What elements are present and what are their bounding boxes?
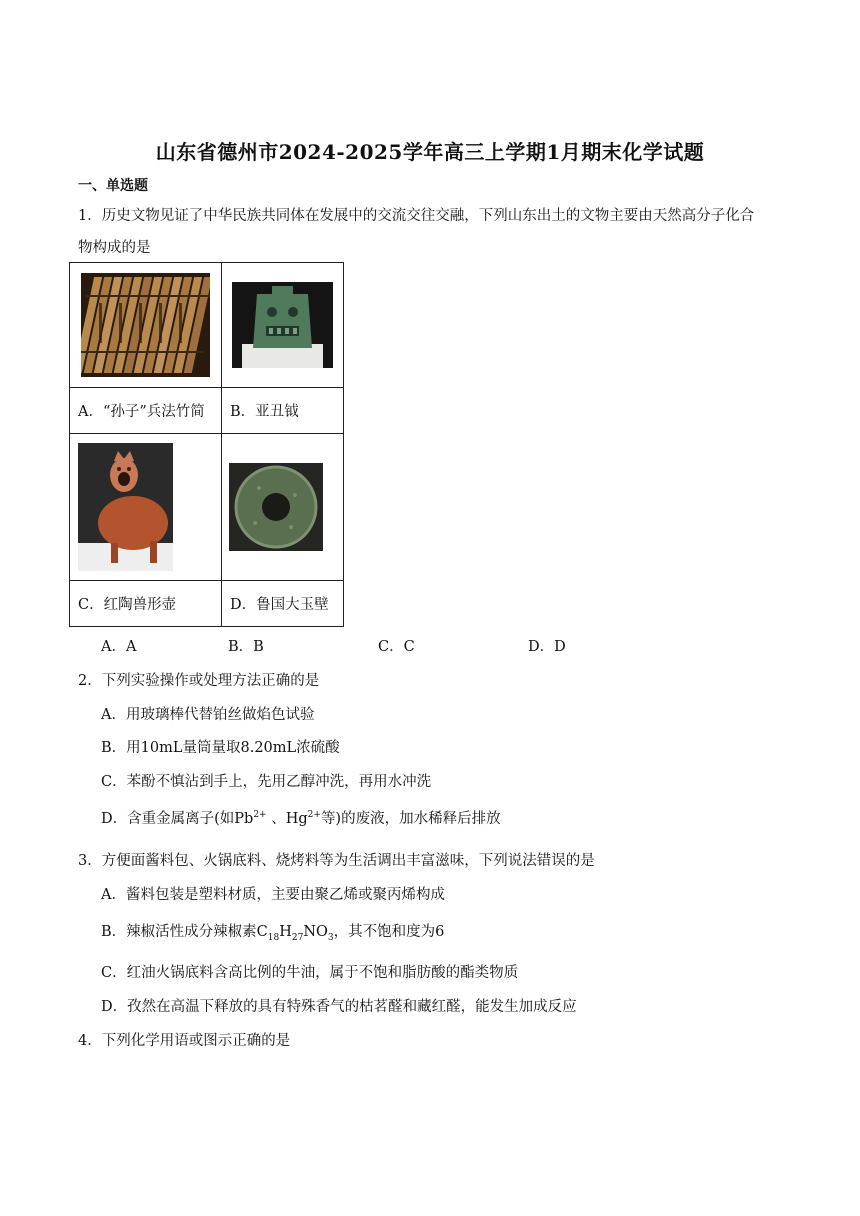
q2-option-d	[101, 807, 501, 828]
relic-label-c: C．红陶兽形壶	[70, 581, 222, 627]
pb-charge: 2+	[253, 810, 267, 821]
q1-choice-b: B．B	[228, 639, 264, 655]
q2-option-a: A．用玻璃棒代替铂丝做焰色试验	[101, 707, 315, 723]
no-symbol: NO	[303, 924, 328, 940]
q2-option-c: C．苯酚不慎沾到手上，先用乙醇冲洗，再用水冲洗	[101, 774, 432, 790]
q2-option-d-text-1: D．含重金属离子(如Pb	[101, 811, 254, 827]
relic-image-cell-a	[70, 263, 222, 388]
q3-option-c: C．红油火锅底料含高比例的牛油，属于不饱和脂肪酸的酯类物质	[101, 965, 519, 981]
jade-bi-disc-icon	[229, 463, 323, 551]
bronze-axe-icon	[232, 282, 333, 368]
page-title: 山东省德州市2024-2025学年高三上学期1月期末化学试题	[155, 140, 705, 164]
q3-option-d: D．孜然在高温下释放的具有特殊香气的枯茗醛和藏红醛，能发生加成反应	[101, 999, 577, 1015]
relic-table	[69, 262, 344, 627]
q1-choice-a: A．A	[101, 639, 137, 655]
q3-option-b-text-2: ，其不饱和度为6	[333, 924, 445, 940]
red-pottery-animal-pot-icon	[78, 443, 173, 571]
c-count: 18	[267, 932, 280, 943]
relic-label-b: B．亚丑钺	[222, 388, 344, 434]
section-heading: 一、单选题	[78, 178, 148, 194]
q3-option-b-text-1: B．辣椒活性成分辣椒素C	[101, 924, 268, 940]
relic-label-a: A．“孙子”兵法竹简	[70, 388, 222, 434]
q4-stem: 4．下列化学用语或图示正确的是	[78, 1033, 291, 1049]
relic-label-d: D．鲁国大玉壁	[222, 581, 344, 627]
q2-option-d-text-3: 等)的废液，加水稀释后排放	[320, 811, 501, 827]
relic-image-cell-b	[222, 263, 344, 388]
h-count: 27	[291, 932, 304, 943]
q1-choice-d: D．D	[528, 639, 566, 655]
hg-charge: 2+	[307, 810, 321, 821]
q1-stem-line2: 物构成的是	[78, 240, 151, 256]
relic-image-cell-c	[70, 434, 222, 581]
q3-option-b	[101, 920, 444, 943]
q1-choice-c: C．C	[378, 639, 415, 655]
q2-option-b: B．用10mL量筒量取8.20mL浓硫酸	[101, 740, 340, 756]
h-symbol: H	[279, 924, 292, 940]
q2-option-d-text-2: 、Hg	[266, 811, 308, 827]
o-count: 3	[327, 932, 334, 943]
q3-option-a: A．酱料包装是塑料材质，主要由聚乙烯或聚丙烯构成	[101, 887, 445, 903]
q1-stem-line1: 1．历史文物见证了中华民族共同体在发展中的交流交往交融，下列山东出土的文物主要由天然高分子化合	[78, 208, 755, 224]
q2-stem: 2．下列实验操作或处理方法正确的是	[78, 673, 320, 689]
relic-image-cell-d	[222, 434, 344, 581]
bamboo-slips-icon	[81, 273, 210, 377]
q3-stem: 3．方便面酱料包、火锅底料、烧烤料等为生活调出丰富滋味，下列说法错误的是	[78, 853, 595, 869]
